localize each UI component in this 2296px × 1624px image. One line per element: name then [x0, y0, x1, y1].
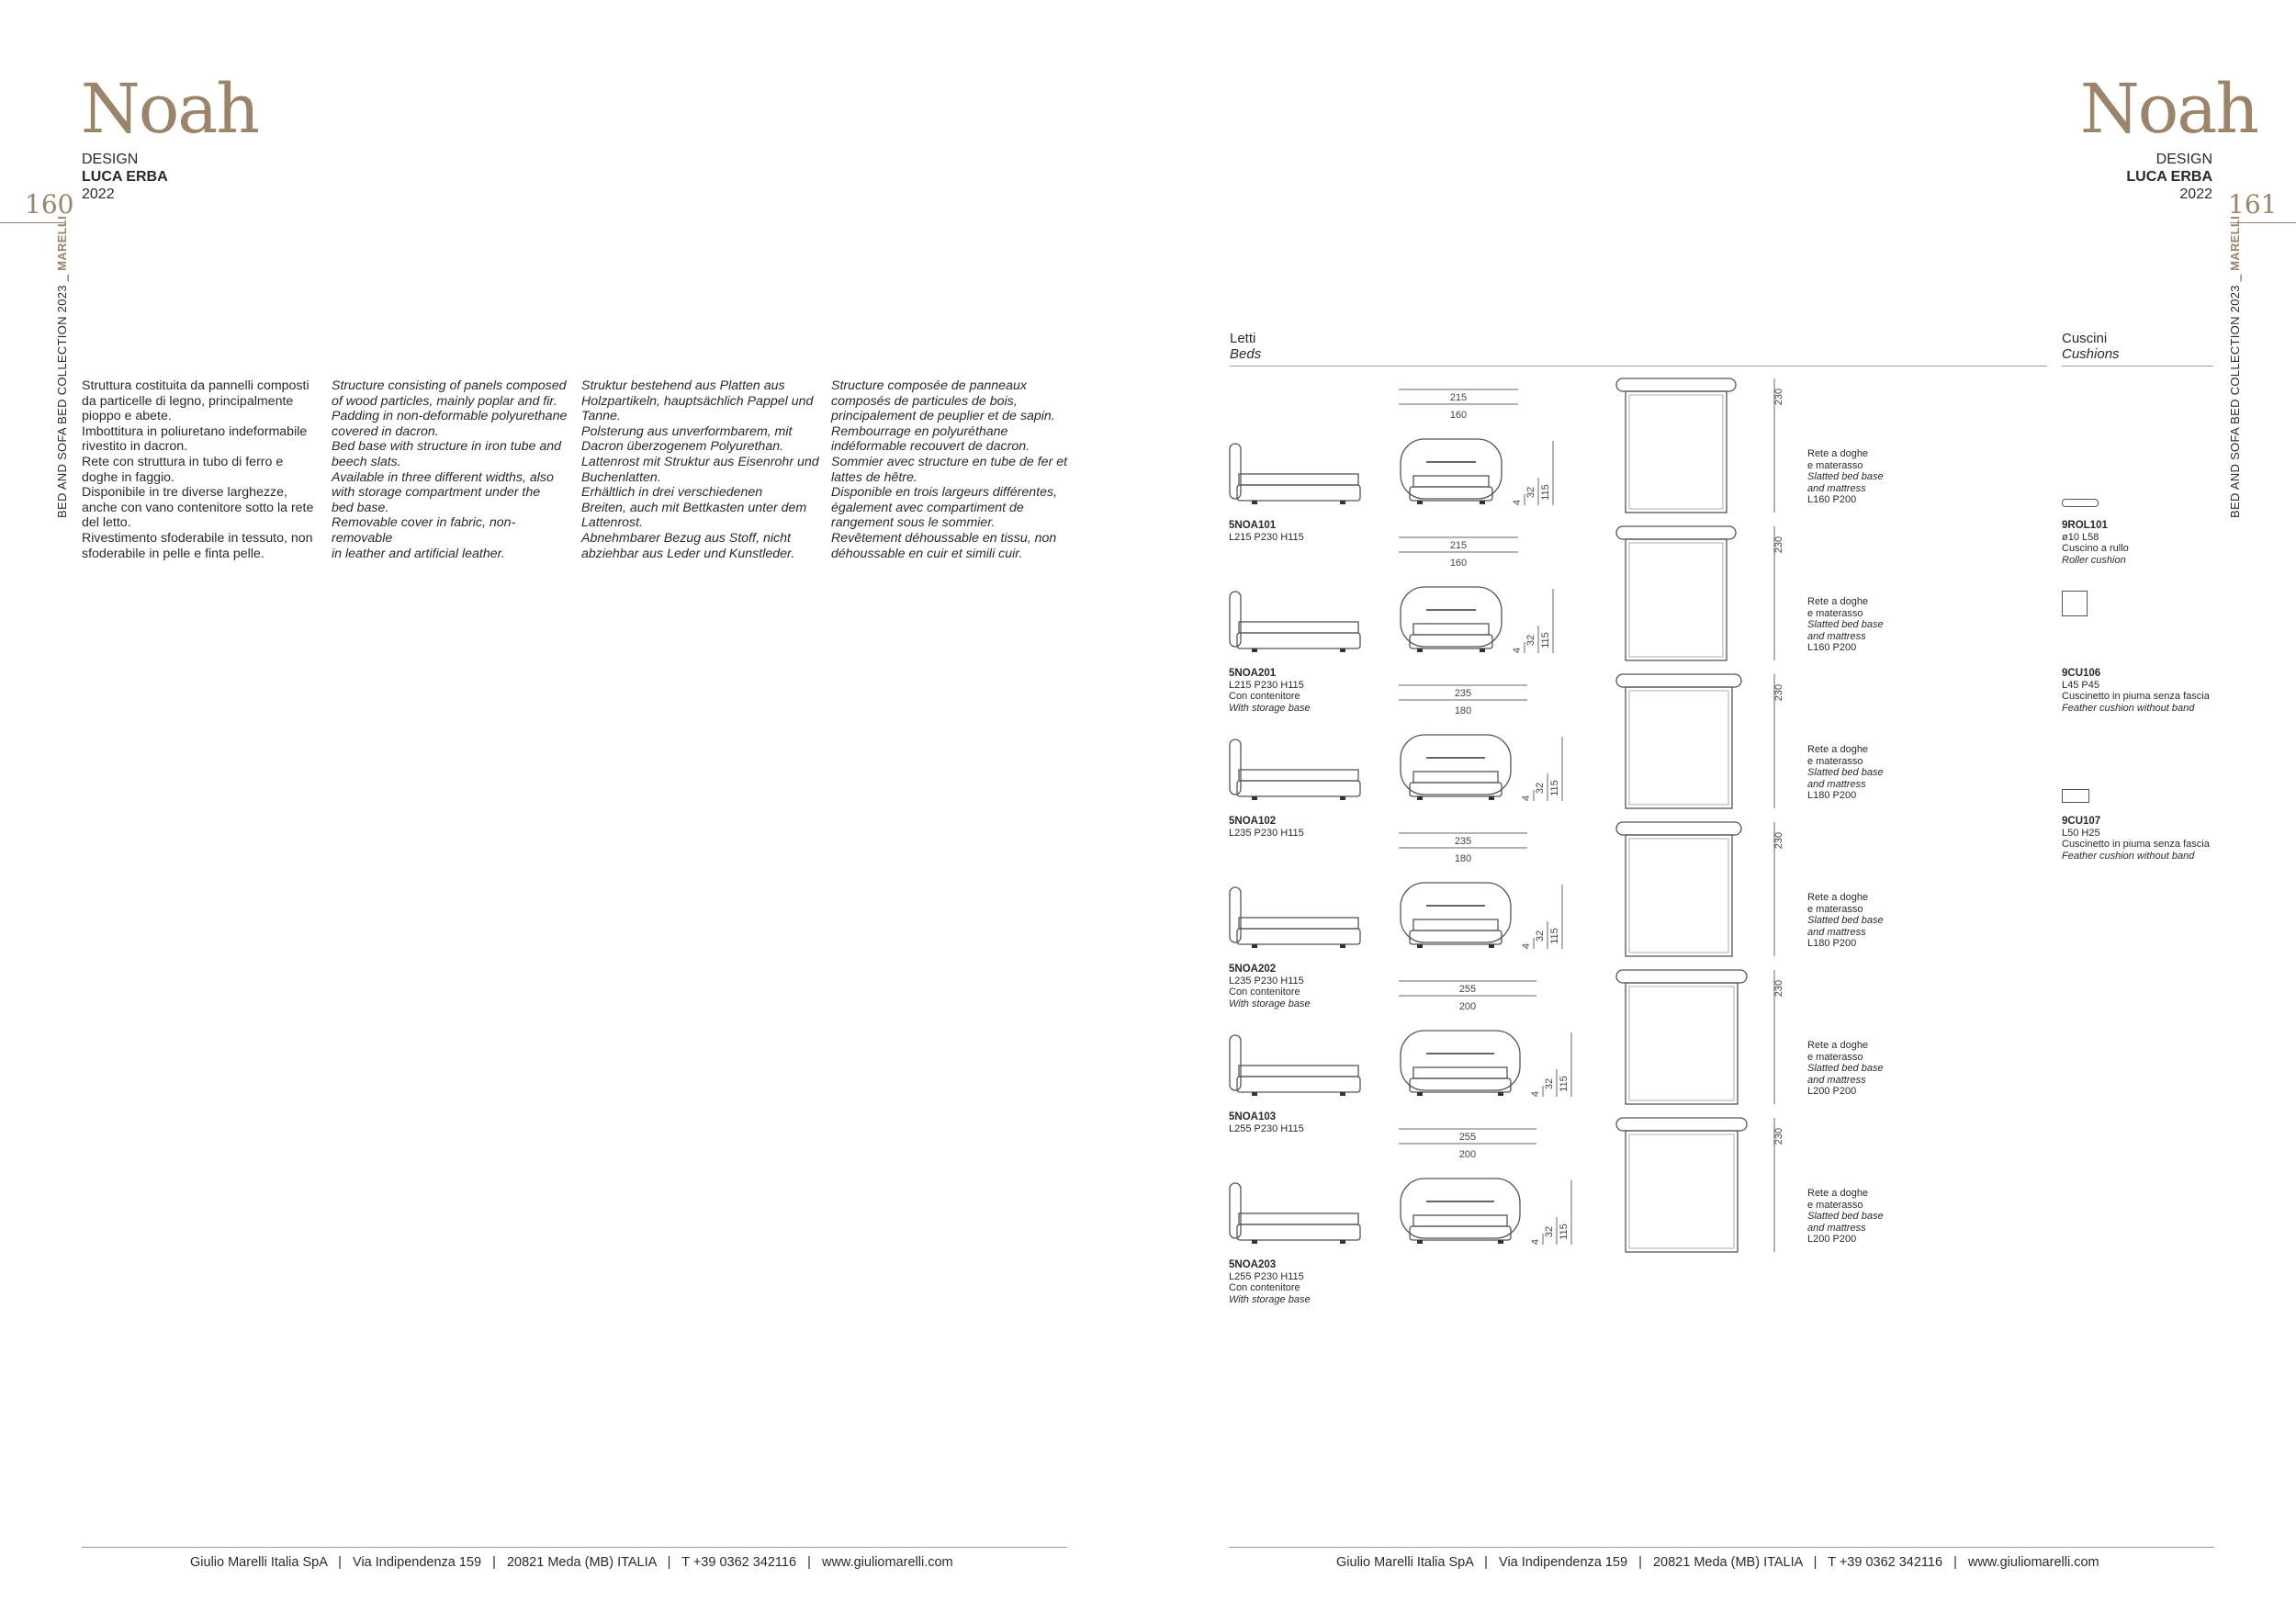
- right-designer-name: LUCA ERBA: [2126, 169, 2212, 185]
- text-line: Tanne.: [581, 409, 621, 424]
- base-desc-line: Slatted bed base: [1807, 1063, 1884, 1074]
- base-desc-line: e materasso: [1807, 903, 1863, 915]
- text-line: déhoussable en cuir et simili cuir.: [831, 546, 1023, 561]
- cushion-dimensions: L50 H25: [2062, 827, 2100, 839]
- base-desc-line: and mattress: [1807, 778, 1866, 790]
- bed-height-total: 115: [1549, 928, 1560, 944]
- bed-drawings: [1226, 672, 1612, 810]
- left-designer-name: LUCA ERBA: [82, 169, 168, 185]
- bed-depth: 230: [1773, 388, 1784, 406]
- bed-storage-en: With storage base: [1229, 702, 1311, 714]
- base-desc-line: Slatted bed base: [1807, 915, 1884, 926]
- cushion-code: 9CU106: [2062, 668, 2101, 679]
- bed-base-description: [1807, 448, 1884, 506]
- bed-depth: 230: [1773, 831, 1784, 850]
- bed-inner-width: 160: [1449, 410, 1468, 421]
- bed-outer-width: 215: [1449, 540, 1468, 551]
- base-desc-line: and mattress: [1807, 1222, 1866, 1234]
- bed-base-description: [1807, 596, 1884, 654]
- base-desc-line: Slatted bed base: [1807, 1211, 1884, 1222]
- text-line: Dacron überzogenem Polyurethan.: [581, 439, 784, 455]
- bed-height-base: 32: [1535, 782, 1546, 795]
- bed-plan-view: [1607, 820, 1791, 958]
- bed-base-description: [1807, 1188, 1884, 1246]
- text-line: principalement de peuplier et de sapin.: [831, 409, 1055, 424]
- bed-dimensions: L255 P230 H115: [1229, 1270, 1304, 1282]
- bed-drawings: [1226, 377, 1612, 514]
- base-desc-line: Rete a doghe: [1807, 892, 1869, 903]
- right-side-label: BED AND SOFA BED COLLECTION 2023 _ MARELLI: [2228, 215, 2242, 518]
- text-line: pioppo e abete.: [82, 409, 172, 424]
- bed-height-feet: 4: [1521, 942, 1532, 950]
- bed-storage: Con contenitore: [1229, 1282, 1300, 1293]
- bed-inner-width: 180: [1454, 705, 1472, 716]
- bed-side-view: [1230, 739, 1360, 800]
- base-desc-line: e materasso: [1807, 607, 1863, 619]
- bed-front-view: [1401, 1179, 1520, 1244]
- bed-front-view: [1401, 439, 1502, 504]
- text-line: Polsterung aus unverformbarem, mit: [581, 423, 793, 439]
- bed-side-view: [1230, 887, 1360, 948]
- cushion-name-it: Cuscino a rullo: [2062, 543, 2129, 554]
- cushion-shape-rect: [2062, 789, 2089, 803]
- bed-dimensions: L215 P230 H115: [1229, 531, 1304, 543]
- bed-plan-view: [1607, 377, 1791, 514]
- bed-front-view: [1401, 1031, 1520, 1096]
- text-line: Structure composée de panneaux: [831, 378, 1027, 393]
- bed-side-view: [1230, 592, 1360, 652]
- base-desc-line: L180 P200: [1807, 790, 1857, 801]
- cushion-code: 9ROL101: [2062, 520, 2108, 531]
- bed-side-view: [1230, 444, 1360, 504]
- bed-height-base: 32: [1535, 930, 1546, 942]
- right-footer: Giulio Marelli Italia SpA | Via Indipendenza 159 | 20821 Meda (MB) ITALIA | T +39 0362 342116 | www.giuliomarelli.com: [1336, 1555, 2099, 1570]
- bed-height-base: 32: [1525, 634, 1536, 647]
- cushions-label-en: Cushions: [2062, 346, 2120, 362]
- bed-inner-width: 200: [1458, 1149, 1477, 1160]
- cushions-section-header: [2062, 331, 2120, 362]
- left-side-label: BED AND SOFA BED COLLECTION 2023 _ MARELLI: [55, 215, 69, 518]
- cushion-name-en: Roller cushion: [2062, 554, 2126, 566]
- left-footer-rule: [82, 1547, 1067, 1548]
- base-desc-line: L180 P200: [1807, 938, 1857, 949]
- cushion-info: [2062, 668, 2210, 714]
- bed-plan-view: [1607, 1116, 1791, 1254]
- text-line: rangement sous le sommier.: [831, 515, 996, 531]
- right-design-label: DESIGN: [2155, 152, 2212, 167]
- beds-section-header: [1230, 331, 1261, 362]
- bed-inner-width: 200: [1458, 1001, 1477, 1012]
- text-line: indéformable recouvert de dacron.: [831, 439, 1030, 455]
- cushion-shape-square: [2062, 591, 2088, 616]
- base-desc-line: and mattress: [1807, 1074, 1866, 1086]
- text-line: anche con vano contenitore sotto la rete: [82, 500, 314, 515]
- text-line: Lattenrost mit Struktur aus Eisenrohr und: [581, 454, 819, 469]
- bed-storage: Con contenitore: [1229, 691, 1300, 702]
- base-desc-line: Rete a doghe: [1807, 448, 1869, 459]
- text-line: Imbottitura in poliuretano indeformabile: [82, 423, 308, 439]
- bed-height-base: 32: [1525, 486, 1536, 499]
- text-line: également avec compartiment de: [831, 500, 1024, 515]
- text-line: of wood particles, mainly poplar and fir.: [332, 393, 557, 409]
- text-column-fr: [831, 378, 1072, 561]
- bed-code: 5NOA102: [1229, 816, 1277, 827]
- bed-depth: 230: [1773, 536, 1784, 554]
- left-design-block: [82, 151, 168, 203]
- bed-outer-width: 255: [1458, 1132, 1477, 1143]
- base-desc-line: Slatted bed base: [1807, 767, 1884, 778]
- text-line: Rete con struttura in tubo di ferro e: [82, 454, 284, 469]
- text-line: del letto.: [82, 515, 131, 531]
- right-footer-rule: [1229, 1547, 2214, 1548]
- text-column-it: [82, 378, 322, 561]
- bed-dimensions: L255 P230 H115: [1229, 1122, 1304, 1134]
- text-line: Padding in non-deformable polyurethane: [332, 409, 568, 424]
- text-line: doghe in faggio.: [82, 469, 174, 485]
- bed-code: 5NOA201: [1229, 668, 1277, 679]
- bed-height-total: 115: [1540, 484, 1551, 501]
- text-line: Erhältlich in drei verschiedenen: [581, 485, 763, 501]
- beds-section-rule: [1230, 366, 2047, 367]
- bed-storage: Con contenitore: [1229, 987, 1300, 998]
- beds-label-en: Beds: [1230, 346, 1262, 362]
- cushion-name-it: Cuscinetto in piuma senza fascia: [2062, 839, 2210, 850]
- text-line: rivestito in dacron.: [82, 439, 188, 455]
- left-footer: Giulio Marelli Italia SpA | Via Indipendenza 159 | 20821 Meda (MB) ITALIA | T +39 0362 342116 | www.giuliomarelli.com: [190, 1555, 953, 1570]
- bed-dimensions: L235 P230 H115: [1229, 827, 1304, 839]
- base-desc-line: Rete a doghe: [1807, 596, 1869, 607]
- bed-base-description: [1807, 892, 1884, 950]
- text-line: abziehbar aus Leder und Kunstleder.: [581, 546, 795, 561]
- bed-front-view: [1401, 587, 1502, 652]
- text-line: Revêtement déhoussable en tissu, non: [831, 530, 1057, 546]
- bed-code: 5NOA202: [1229, 964, 1277, 975]
- base-desc-line: L200 P200: [1807, 1086, 1857, 1097]
- base-desc-line: L160 P200: [1807, 494, 1857, 505]
- bed-storage-en: With storage base: [1229, 1293, 1311, 1305]
- text-line: Abnehmbarer Bezug aus Stoff, nicht: [581, 530, 791, 546]
- bed-base-description: [1807, 744, 1884, 802]
- base-desc-line: Slatted bed base: [1807, 471, 1884, 482]
- base-desc-line: and mattress: [1807, 630, 1866, 642]
- cushion-shape-roll: [2062, 499, 2099, 507]
- text-line: bed base.: [332, 500, 389, 515]
- bed-front-view: [1401, 735, 1511, 800]
- text-column-en: [332, 378, 572, 561]
- base-desc-line: Rete a doghe: [1807, 744, 1869, 755]
- left-design-label: DESIGN: [82, 152, 139, 167]
- cushion-info: [2062, 816, 2210, 862]
- text-line: Breiten, auch mit Bettkasten unter dem: [581, 500, 807, 515]
- text-line: Rembourrage en polyuréthane: [831, 423, 1008, 439]
- text-line: Sommier avec structure en tube de fer et: [831, 454, 1068, 469]
- bed-outer-width: 255: [1458, 984, 1477, 995]
- text-line: Structure consisting of panels composed: [332, 378, 567, 393]
- bed-info: [1229, 1259, 1311, 1305]
- text-line: Rivestimento sfoderabile in tessuto, non: [82, 530, 313, 546]
- bed-base-description: [1807, 1040, 1884, 1098]
- text-line: sfoderabile in pelle e finta pelle.: [82, 546, 264, 561]
- beds-label: Letti: [1230, 331, 1256, 346]
- bed-height-feet: 4: [1530, 1238, 1541, 1246]
- text-line: Struttura costituita da pannelli composti: [82, 378, 310, 393]
- left-page-title: Noah: [81, 70, 259, 149]
- base-desc-line: L200 P200: [1807, 1234, 1857, 1245]
- text-column-de: [581, 378, 822, 561]
- bed-plan-view: [1607, 524, 1791, 662]
- right-design-year: 2022: [2179, 186, 2212, 202]
- bed-height-feet: 4: [1530, 1090, 1541, 1098]
- text-line: with storage compartment under the: [332, 485, 541, 501]
- text-line: lattes de hêtre.: [831, 469, 917, 485]
- base-desc-line: e materasso: [1807, 1051, 1863, 1063]
- bed-code: 5NOA203: [1229, 1259, 1277, 1270]
- base-desc-line: e materasso: [1807, 1199, 1863, 1211]
- bed-drawings: [1226, 968, 1612, 1106]
- cushion-dimensions: L45 P45: [2062, 679, 2099, 691]
- bed-height-base: 32: [1544, 1077, 1555, 1090]
- bed-front-view: [1401, 883, 1511, 948]
- bed-dimensions: L215 P230 H115: [1229, 679, 1304, 691]
- bed-depth: 230: [1773, 683, 1784, 702]
- bed-inner-width: 180: [1454, 853, 1472, 864]
- left-design-year: 2022: [82, 186, 115, 202]
- cushion-code: 9CU107: [2062, 816, 2101, 827]
- base-desc-line: Rete a doghe: [1807, 1040, 1869, 1051]
- bed-outer-width: 235: [1454, 836, 1472, 847]
- text-line: covered in dacron.: [332, 423, 439, 439]
- base-desc-line: and mattress: [1807, 482, 1866, 494]
- base-desc-line: Slatted bed base: [1807, 619, 1884, 630]
- bed-drawings: [1226, 820, 1612, 958]
- base-desc-line: Rete a doghe: [1807, 1188, 1869, 1199]
- bed-height-total: 115: [1559, 1076, 1570, 1092]
- cushion-dimensions: ø10 L58: [2062, 531, 2099, 543]
- text-line: composés de particules de bois,: [831, 393, 1018, 409]
- text-line: Available in three different widths, also: [332, 469, 554, 485]
- cushions-section-rule: [2062, 366, 2213, 367]
- bed-dimensions: L235 P230 H115: [1229, 975, 1304, 987]
- base-desc-line: e materasso: [1807, 459, 1863, 471]
- cushions-label: Cuscini: [2062, 331, 2108, 346]
- text-line: Disponibile in tre diverse larghezze,: [82, 485, 287, 501]
- text-line: Bed base with structure in iron tube and: [332, 439, 562, 455]
- left-side-brand: MARELLI: [55, 215, 69, 271]
- bed-outer-width: 215: [1449, 392, 1468, 403]
- bed-drawings: [1226, 524, 1612, 662]
- bed-height-total: 115: [1559, 1224, 1570, 1240]
- text-line: Removable cover in fabric, non-removable: [332, 515, 516, 546]
- bed-plan-view: [1607, 968, 1791, 1106]
- text-line: Lattenrost.: [581, 515, 644, 531]
- left-page-number: 160: [25, 189, 74, 220]
- bed-height-total: 115: [1549, 780, 1560, 796]
- cushion-name-en: Feather cushion without band: [2062, 850, 2195, 862]
- bed-code: 5NOA103: [1229, 1111, 1277, 1122]
- bed-storage-en: With storage base: [1229, 998, 1311, 1009]
- text-line: Struktur bestehend aus Platten aus: [581, 378, 785, 393]
- text-line: Buchenlatten.: [581, 469, 661, 485]
- base-desc-line: L160 P200: [1807, 642, 1857, 653]
- text-line: da particelle di legno, principalmente: [82, 393, 294, 409]
- bed-side-view: [1230, 1183, 1360, 1244]
- base-desc-line: e materasso: [1807, 755, 1863, 767]
- bed-plan-view: [1607, 672, 1791, 810]
- bed-height-feet: 4: [1512, 647, 1523, 654]
- bed-drawings: [1226, 1116, 1612, 1254]
- right-design-block: [2126, 151, 2212, 203]
- bed-height-feet: 4: [1512, 499, 1523, 506]
- bed-height-feet: 4: [1521, 795, 1532, 802]
- bed-outer-width: 235: [1454, 688, 1472, 699]
- cushion-name-it: Cuscinetto in piuma senza fascia: [2062, 691, 2210, 702]
- bed-side-view: [1230, 1035, 1360, 1096]
- text-line: Holzpartikeln, hauptsächlich Pappel und: [581, 393, 814, 409]
- bed-height-base: 32: [1544, 1225, 1555, 1238]
- cushion-info: [2062, 520, 2129, 566]
- text-line: beech slats.: [332, 454, 401, 469]
- right-side-brand: MARELLI: [2228, 215, 2242, 271]
- bed-depth: 230: [1773, 979, 1784, 998]
- text-line: Disponible en trois largeurs différentes,: [831, 485, 1058, 501]
- text-line: in leather and artificial leather.: [332, 546, 505, 561]
- bed-depth: 230: [1773, 1127, 1784, 1145]
- base-desc-line: and mattress: [1807, 926, 1866, 938]
- cushion-name-en: Feather cushion without band: [2062, 702, 2195, 714]
- right-page-number: 161: [2228, 189, 2278, 220]
- bed-code: 5NOA101: [1229, 520, 1277, 531]
- bed-height-total: 115: [1540, 632, 1551, 648]
- bed-inner-width: 160: [1449, 558, 1468, 569]
- right-page-title: Noah: [2080, 70, 2258, 149]
